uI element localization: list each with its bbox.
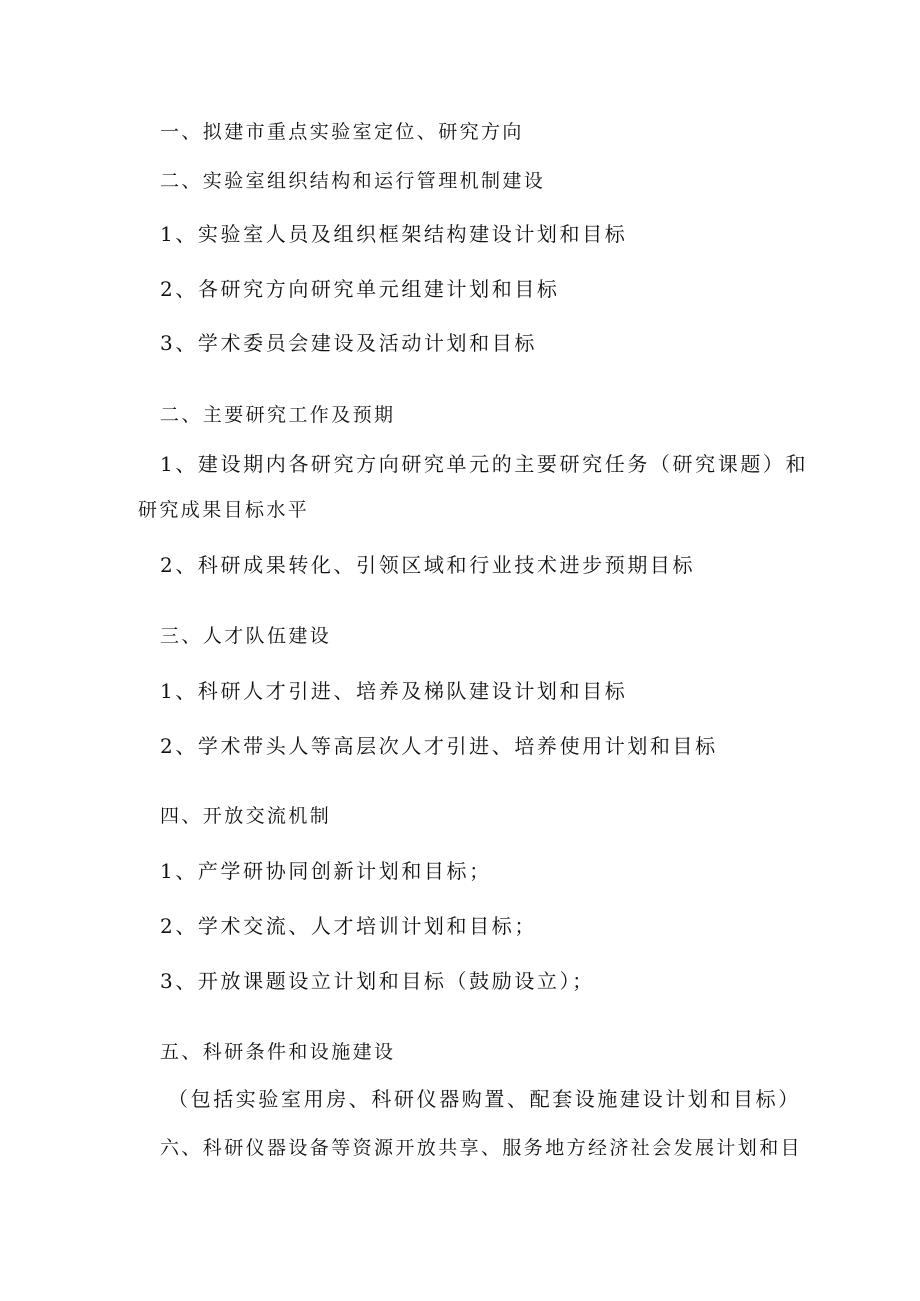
item-5-3: 3、开放课题设立计划和目标（鼓励设立）； [160, 969, 595, 993]
item-3-1-continuation: 研究成果目标水平 [138, 499, 310, 521]
section-heading-1: 一、拟建市重点实验室定位、研究方向 [160, 121, 524, 143]
item-2-1: 1、实验室人员及组织框架结构建设计划和目标 [160, 222, 628, 246]
item-3-2: 2、科研成果转化、引领区域和行业技术进步预期目标 [160, 553, 696, 577]
section-heading-4: 三、人才队伍建设 [160, 625, 332, 647]
item-3-1: 1、建设期内各研究方向研究单元的主要研究任务（研究课题）和 [160, 452, 809, 476]
item-5-2: 2、学术交流、人才培训计划和目标； [160, 914, 537, 938]
section-heading-5: 四、开放交流机制 [160, 805, 332, 827]
item-2-3: 3、学术委员会建设及活动计划和目标 [160, 331, 537, 355]
item-4-2: 2、学术带头人等高层次人才引进、培养使用计划和目标 [160, 734, 718, 758]
item-4-1: 1、科研人才引进、培养及梯队建设计划和目标 [160, 679, 628, 703]
section-heading-2: 二、实验室组织结构和运行管理机制建设 [160, 170, 546, 192]
item-5-1: 1、产学研协同创新计划和目标； [160, 859, 492, 883]
section-heading-3: 二、主要研究工作及预期 [160, 404, 396, 426]
item-2-2: 2、各研究方向研究单元组建计划和目标 [160, 277, 560, 301]
section-heading-6: 五、科研条件和设施建设 [160, 1041, 396, 1063]
section-heading-7: 六、科研仪器设备等资源开放共享、服务地方经济社会发展计划和目 [160, 1137, 803, 1159]
section-6-note: （包括实验室用房、科研仪器购置、配套设施建设计划和目标） [168, 1087, 801, 1111]
